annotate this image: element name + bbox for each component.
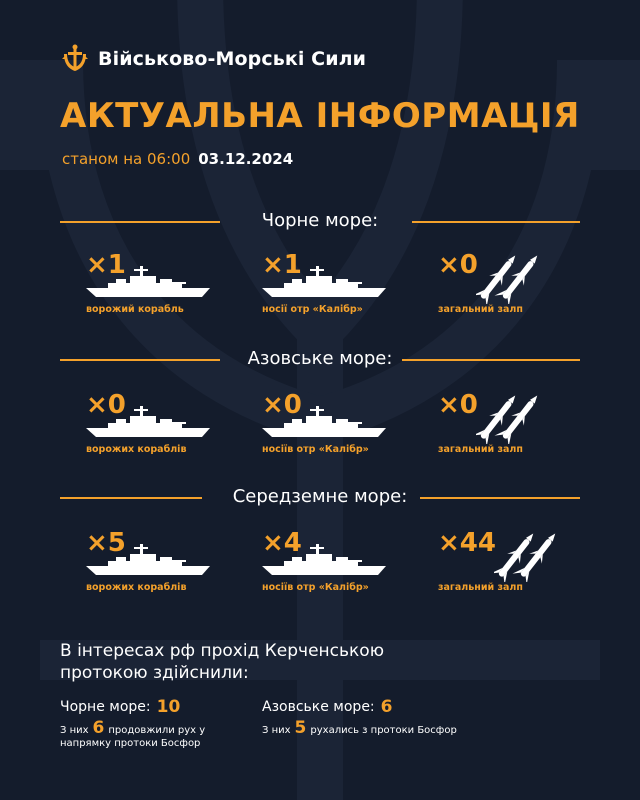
missile-icon — [476, 254, 556, 304]
missile-icon — [494, 532, 574, 582]
report-date: 03.12.2024 — [198, 150, 294, 168]
warship-icon — [86, 264, 210, 300]
ships-caption: ворожий корабль — [86, 304, 184, 315]
warship-icon — [86, 542, 210, 578]
missile-icon — [476, 394, 556, 444]
ships-count: ×1 — [86, 250, 126, 280]
divider-line — [412, 221, 580, 223]
kalibr-carriers-cell — [262, 250, 392, 320]
divider-line — [420, 497, 580, 499]
ships-count: ×5 — [86, 528, 126, 558]
kalibr-carrier-icon — [262, 264, 386, 300]
divider-line — [402, 359, 580, 361]
kerch-black-sea-stat — [60, 697, 180, 717]
salvo-cell — [438, 390, 568, 460]
salvo-cell — [438, 528, 568, 598]
salvo-count: ×44 — [438, 528, 496, 558]
sea-row-black — [86, 250, 566, 320]
ships-caption: ворожих кораблів — [86, 582, 187, 593]
kalibr-carriers-cell — [262, 390, 392, 460]
ships-count: ×0 — [86, 390, 126, 420]
salvo-count: ×0 — [438, 390, 478, 420]
sea-row-mediterranean — [86, 528, 566, 598]
carriers-count: ×4 — [262, 528, 302, 558]
navy-emblem-icon — [62, 44, 88, 74]
section-mediterranean-header — [60, 486, 580, 510]
salvo-count: ×0 — [438, 250, 478, 280]
detail-value: 5 — [294, 718, 307, 738]
detail-prefix: З них — [262, 725, 291, 736]
salvo-caption: загальний залп — [438, 582, 523, 593]
salvo-caption: загальний залп — [438, 304, 523, 315]
salvo-caption: загальний залп — [438, 444, 523, 455]
kalibr-carriers-cell — [262, 528, 392, 598]
stat-label: Чорне море: — [60, 699, 151, 715]
kerch-azov-sea-stat — [262, 697, 393, 717]
salvo-cell — [438, 250, 568, 320]
carriers-count: ×1 — [262, 250, 302, 280]
carriers-caption: носіїв отр «Калібр» — [262, 582, 369, 593]
carriers-caption: носіїв отр «Калібр» — [262, 444, 369, 455]
enemy-ships-cell — [86, 390, 216, 460]
enemy-ships-cell — [86, 528, 216, 598]
stat-label: Азовське море: — [262, 699, 375, 715]
sea-name: Чорне море: — [261, 210, 379, 231]
as-of-label: станом на 06:00 — [62, 150, 191, 168]
detail-suffix: рухались з протоки Босфор — [310, 725, 457, 736]
sea-name: Середземне море: — [232, 486, 408, 507]
kalibr-carrier-icon — [262, 542, 386, 578]
kalibr-carrier-icon — [262, 404, 386, 440]
ships-caption: ворожих кораблів — [86, 444, 187, 455]
page-title: АКТУАЛЬНА ІНФОРМАЦІЯ — [60, 96, 580, 136]
stat-value: 10 — [156, 697, 181, 717]
brand-name: Військово-Морські Сили — [98, 48, 367, 70]
stat-value: 6 — [380, 697, 393, 717]
header-brand — [62, 44, 366, 74]
detail-value: 6 — [92, 718, 105, 738]
carriers-count: ×0 — [262, 390, 302, 420]
kerch-intro: В інтересах рф прохід Керченською протокою здійснили: — [60, 641, 385, 683]
kerch-azov-sea-detail — [262, 718, 522, 738]
sea-name: Азовське море: — [247, 348, 393, 369]
carriers-caption: носії отр «Калібр» — [262, 304, 363, 315]
warship-icon — [86, 404, 210, 440]
sea-row-azov — [86, 390, 566, 460]
detail-prefix: З них — [60, 725, 89, 736]
detail-suffix: продовжили рух у напрямку протоки Босфор — [60, 725, 206, 749]
section-black-sea-header — [60, 210, 580, 234]
timestamp — [62, 150, 293, 168]
section-azov-sea-header — [60, 348, 580, 372]
enemy-ships-cell — [86, 250, 216, 320]
kerch-black-sea-detail — [60, 718, 250, 750]
